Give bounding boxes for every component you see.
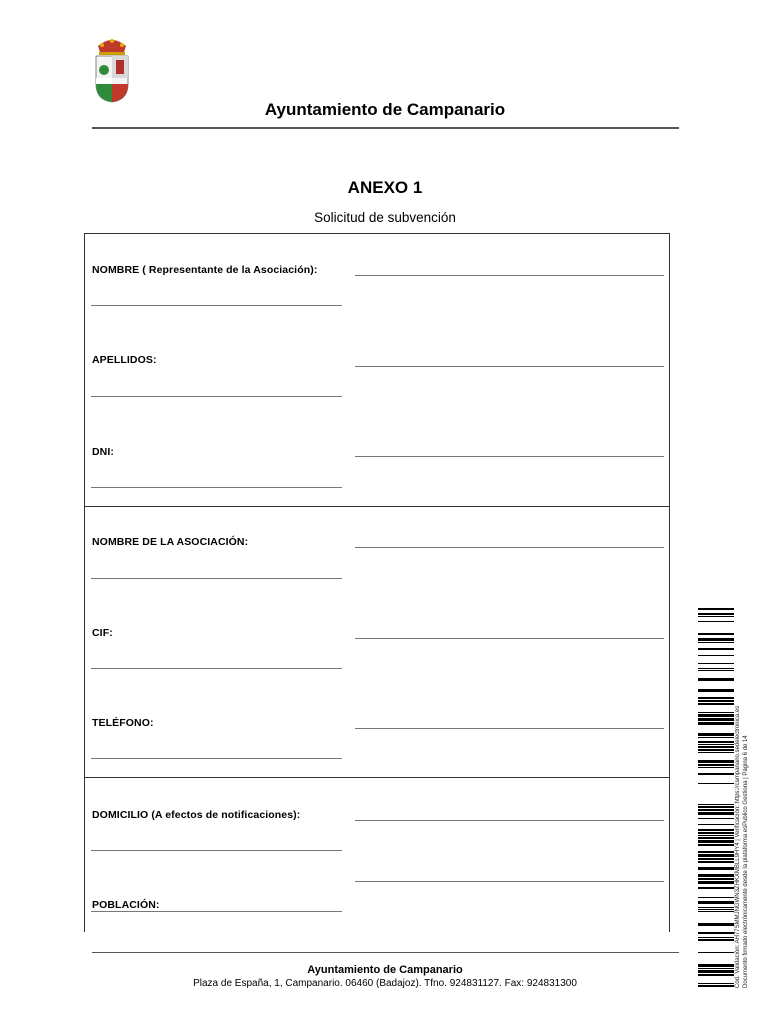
document-title: ANEXO 1 bbox=[347, 178, 423, 197]
barcode-icon bbox=[698, 608, 734, 990]
cif-continuation-line[interactable] bbox=[91, 668, 342, 669]
verification-line-1: Cód. Validación: AH77SMMJNGWN3ZHKXMBLL9HY4 | Verificación: https://campanario.sedelectronica.es bbox=[735, 705, 741, 988]
asociacion-input-line[interactable] bbox=[355, 547, 664, 548]
coat-of-arms-icon bbox=[90, 36, 134, 104]
domicilio-extra-line[interactable] bbox=[355, 881, 664, 882]
footer-address: Plaza de España, 1, Campanario. 06460 (Badajoz). Tfno. 924831127. Fax: 924831300 bbox=[193, 978, 577, 989]
field-label-dni: DNI: bbox=[92, 446, 114, 458]
verification-line-2: Documento firmado electrónicamente desde la plataforma esPublico Gestiona | Página 6 de 14 bbox=[742, 735, 749, 988]
field-label-domicilio: DOMICILIO (A efectos de notificaciones): bbox=[92, 809, 301, 821]
document-subtitle: Solicitud de subvención bbox=[314, 210, 456, 225]
field-label-cif: CIF: bbox=[92, 627, 113, 639]
domicilio-input-line[interactable] bbox=[355, 820, 664, 821]
dni-continuation-line[interactable] bbox=[91, 487, 342, 488]
telefono-input-line[interactable] bbox=[355, 728, 664, 729]
nombre-continuation-line[interactable] bbox=[91, 305, 342, 306]
asociacion-continuation-line[interactable] bbox=[91, 578, 342, 579]
dni-input-line[interactable] bbox=[355, 456, 664, 457]
header-divider bbox=[92, 127, 679, 129]
field-label-nombre-asociacion: NOMBRE DE LA ASOCIACIÓN: bbox=[92, 536, 249, 548]
field-label-apellidos: APELLIDOS: bbox=[92, 354, 157, 366]
verification-text bbox=[735, 706, 750, 988]
footer-organization: Ayuntamiento de Campanario bbox=[307, 964, 463, 976]
poblacion-input-line[interactable] bbox=[91, 911, 342, 912]
field-label-telefono: TELÉFONO: bbox=[92, 717, 154, 729]
field-label-nombre: NOMBRE ( Representante de la Asociación): bbox=[92, 264, 318, 276]
apellidos-continuation-line[interactable] bbox=[91, 396, 342, 397]
footer-divider bbox=[92, 952, 679, 953]
telefono-continuation-line[interactable] bbox=[91, 758, 342, 759]
form-section-address bbox=[84, 777, 670, 932]
apellidos-input-line[interactable] bbox=[355, 366, 664, 367]
field-label-poblacion: POBLACIÓN: bbox=[92, 899, 160, 911]
organization-title: Ayuntamiento de Campanario bbox=[264, 100, 506, 119]
cif-input-line[interactable] bbox=[355, 638, 664, 639]
domicilio-continuation-line[interactable] bbox=[91, 850, 342, 851]
nombre-input-line[interactable] bbox=[355, 275, 664, 276]
